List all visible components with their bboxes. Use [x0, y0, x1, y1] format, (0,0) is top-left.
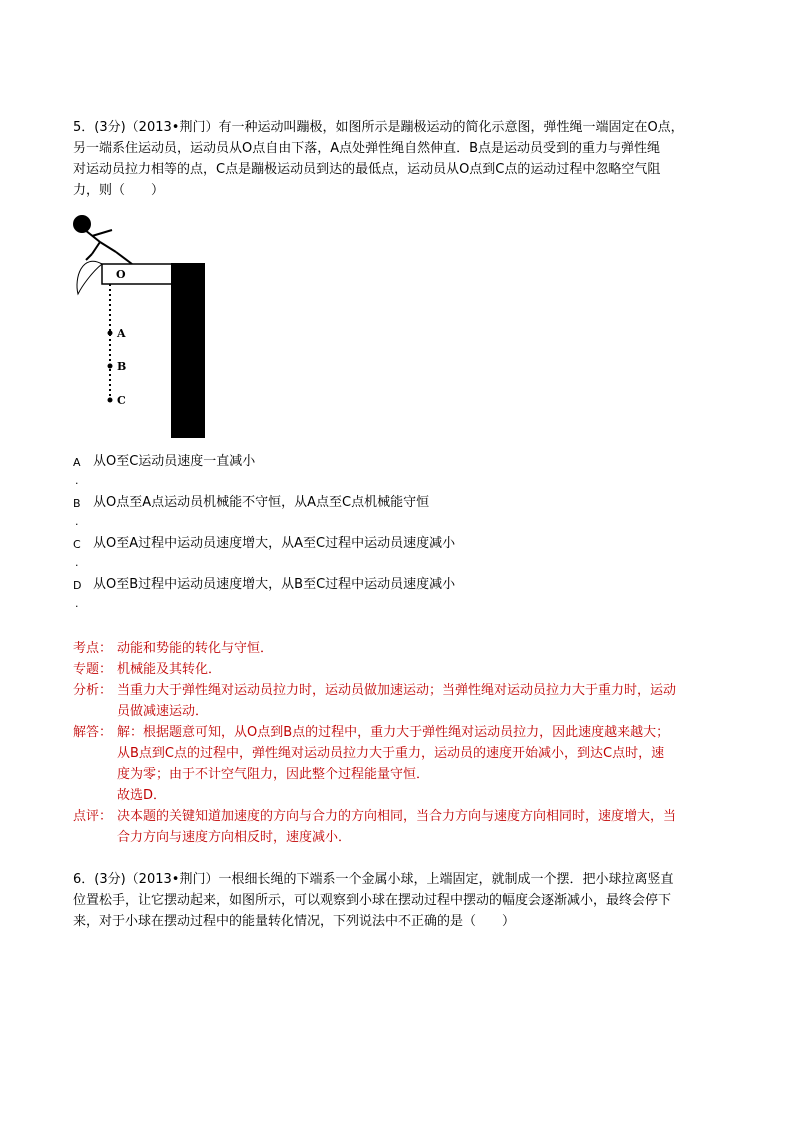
jieda-line-2: 从B点到C点的过程中，弹性绳对运动员拉力大于重力，运动员的速度开始减小，到达C点时，速 [117, 746, 665, 761]
dianping-line-1: 决本题的关键知道加速度的方向与合力的方向相同，当合力方向与速度方向相同时，速度增大，当 [117, 809, 677, 824]
label-o: O [116, 268, 126, 281]
option-d-letter: D [73, 579, 82, 592]
dianping-label: 点评： [73, 809, 113, 824]
jieda-line-3: 度为零；由于不计空气阻力，因此整个过程能量守恒． [117, 767, 430, 782]
option-b-letter: B [73, 497, 81, 510]
dianping-line-2: 合力方向与速度方向相反时，速度减小． [117, 830, 352, 845]
rope-loop [77, 261, 102, 294]
option-c-letter: C [73, 538, 81, 551]
tower [171, 263, 205, 438]
option-a-dot: . [75, 474, 79, 487]
option-c-text: 从O至A过程中运动员速度增大，从A至C过程中运动员速度减小 [93, 536, 456, 551]
zhuanti-label: 专题： [73, 662, 113, 677]
q5-stem-line-1: 5．(3分)（2013•荆门）有一种运动叫蹦极，如图所示是蹦极运动的简化示意图，弹性绳一端固定在O点， [73, 120, 684, 135]
label-b: B [117, 360, 127, 373]
fenxi-line-2: 员做减速运动． [117, 704, 209, 719]
point-a [108, 331, 113, 336]
jieda-label: 解答： [73, 725, 113, 740]
point-c [108, 398, 113, 403]
platform [102, 264, 172, 284]
fenxi-label: 分析： [73, 683, 113, 698]
option-d-text: 从O至B过程中运动员速度增大，从B至C过程中运动员速度减小 [93, 577, 456, 592]
q5-stem-line-4: 力，则（ ） [73, 183, 165, 198]
point-b [108, 364, 113, 369]
label-a: A [117, 327, 126, 340]
q6-stem-line-2: 位置松手，让它摆动起来，如图所示，可以观察到小球在摆动过程中摆动的幅度会逐渐减小，最终会停下 [73, 893, 672, 908]
q6-stem-line-3: 来，对于小球在摆动过程中的能量转化情况，下列说法中不正确的是（ ） [73, 914, 516, 929]
jieda-line-1: 解：根据题意可知，从O点到B点的过程中，重力大于弹性绳对运动员拉力，因此速度越来越大； [117, 725, 670, 740]
kaodian-label: 考点： [73, 641, 113, 656]
zhuanti-text: 机械能及其转化． [117, 662, 222, 677]
option-b-dot: . [75, 515, 79, 528]
q5-stem-line-2: 另一端系住运动员，运动员从O点自由下落，A点处弹性绳自然伸直．B点是运动员受到的重力与弹性绳 [73, 141, 661, 156]
option-a-letter: A [73, 456, 81, 469]
option-a-text: 从O至C运动员速度一直减小 [93, 454, 256, 469]
bungee-diagram [72, 208, 212, 443]
q6-stem-line-1: 6．(3分)（2013•荆门）一根细长绳的下端系一个金属小球，上端固定，就制成一个摆．把小球拉离竖直 [73, 872, 674, 887]
kaodian-text: 动能和势能的转化与守恒． [117, 641, 274, 656]
q5-stem-line-3: 对运动员拉力相等的点，C点是蹦极运动员到达的最低点，运动员从O点到C点的运动过程中忽略空气阻 [73, 162, 661, 177]
option-b-text: 从O点至A点运动员机械能不守恒，从A点至C点机械能守恒 [93, 495, 430, 510]
fenxi-line-1: 当重力大于弹性绳对运动员拉力时，运动员做加速运动；当弹性绳对运动员拉力大于重力时，运动 [117, 683, 677, 698]
option-c-dot: . [75, 556, 79, 569]
jumper-figure [74, 216, 132, 264]
jieda-line-4: 故选D． [117, 788, 167, 803]
option-d-dot: . [75, 597, 79, 610]
label-c: C [117, 394, 126, 407]
